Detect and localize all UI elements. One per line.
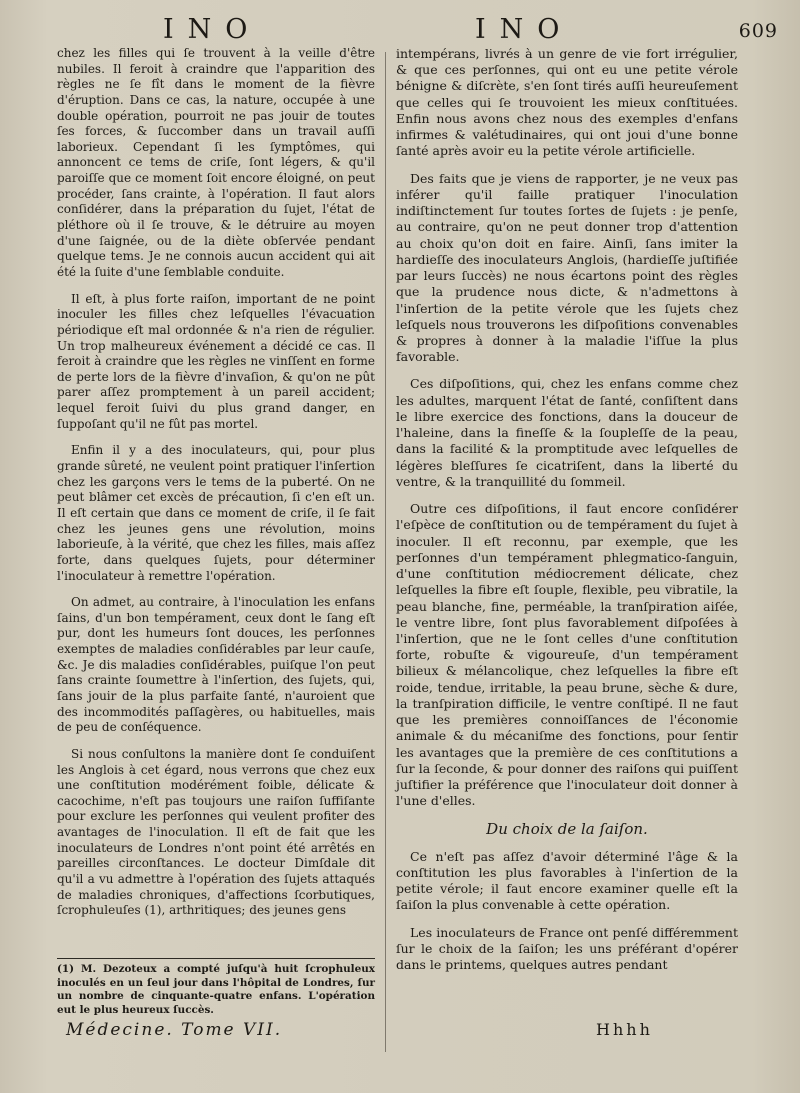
footnote: (1) M. Dezoteux a compté juſqu'à huit ſcrophuleux inoculés en un ſeul jour dans l'hôpital de Londres, ſur un nombre de cinquante-quatre enfans. L'opération eut le plus heureux ſuccès. [57,963,375,1016]
paragraph: chez les filles qui ſe trouvent à la veille d'être nubiles. Il feroit à craindre que l'apparition des règles ne ſe fît dans le moment de la fièvre d'éruption. Dans ce cas, la nature, occupée à une double opération, pourroit ne pas jouir de toutes ſes forces, & ſuccomber dans un travail auſſi laborieux. Cependant ſi les ſymptômes, qui annoncent ce tems de criſe, ſont légers, & qu'il paroiſſe que ce moment ſoit encore éloigné, on peut procéder, ſans crainte, à l'opération. Il faut alors conſidérer, dans la préparation du ſujet, l'état de pléthore où il ſe trouve, & le détruire au moyen d'une ſaignée, ou de la diète obſervée pendant quelque tems. Je ne connois aucun accident qui ait été la ſuite d'une ſemblable conduite. [57,46,375,279]
paragraph: intempérans, livrés à un genre de vie fort irrégulier, & que ces perſonnes, qui ont eu une petite vérole bénigne & diſcrète, s'en ſont tirés auſſi heureuſement que celles qui ſe trouvoient les mieux conſtituées. Enfin nous avons chez nous des exemples d'enfans infirmes & valétudinaires, qui ont joui d'une bonne ſanté après avoir eu la petite vérole artificielle. [396,46,738,159]
paragraph: Si nous conſultons la manière dont ſe conduiſent les Anglois à cet égard, nous verrons que chez eux une conſtitution modérément foible, délicate & cacochime, n'eſt pas toujours une raiſon ſuffiſante pour exclure les perſonnes qui veulent profiter des avantages de l'inoculation. Il eſt de fait que les inoculateurs de Londres n'ont point été arrêtés en pareilles circonſtances. Le docteur Dimſdale dit qu'il a vu admettre à l'opération des ſujets attaqués de maladies chroniques, d'affections ſcorbutiques, ſcrophuleuſes (1), arthritiques; des jeunes gens [57,746,375,918]
paragraph: Des faits que je viens de rapporter, je ne veux pas inférer qu'il faille pratiquer l'inoculation indiſtinctement ſur toutes ſortes de ſujets : je penſe, au contraire, qu'on ne peut donner trop d'attention au choix qu'on doit en faire. Ainſi, ſans imiter la hardieſſe des inoculateurs Anglois, (hardieſſe juſtifiée par leurs ſuccès) ne nous écartons point des règles que la prudence nous dicte, & n'admettons à l'inſertion de la petite vérole que les ſujets chez leſquels nous trouverons les diſpoſitions convenables & propres à donner à la maladie l'iſſue la plus favorable. [396,170,738,365]
section-title: Du choix de la ſaiſon. [486,819,648,838]
paragraph: Il eſt, à plus forte raiſon, important de ne point inoculer les filles chez leſquelles l'évacuation périodique eſt mal ordonnée & n'a rien de régulier. Un trop malheureux événement a décidé ce cas. Il feroit à craindre que les règles ne vinſſent en forme de perte lors de la fièvre d'invaſion, & qu'on ne pût parer aſſez promptement à un pareil accident; lequel feroit ſuivi du plus grand danger, en ſuppoſant qu'il ne fût pas mortel. [57,291,375,431]
paragraph: On admet, au contraire, à l'inoculation les enfans ſains, d'un bon tempérament, ceux dont le ſang eſt pur, dont les humeurs ſont douces, les perſonnes exemptes de maladies conſidérables par leur cauſe, &c. Je dis maladies conſidérables, puiſque l'on peut ſans crainte ſoumettre à l'inſertion, des ſujets, qui, ſans jouir de la plus parfaite ſanté, n'auroient que des incommodités paſſagères, ou habituelles, mais de peu de conſéquence. [57,595,375,735]
paragraph: Les inoculateurs de France ont penſé différemment ſur le choix de la ſaiſon; les uns préférant d'opérer dans le printems, quelques autres pendant [396,924,738,973]
paragraph: Enfin il y a des inoculateurs, qui, pour plus grande sûreté, ne veulent point pratiquer l'inſertion chez les garçons vers le tems de la puberté. On ne peut blâmer cet excès de précaution, ſi c'en eſt un. Il eſt certain que dans ce moment de criſe, il ſe fait chez les jeunes gens une révolution, moins laborieuſe, à la vérité, que chez les filles, mais aſſez forte, dans quelques ſujets, pour déterminer l'inoculateur à remettre l'opération. [57,443,375,583]
running-head-left: INO [163,14,262,45]
paragraph: Ces diſpoſitions, qui, chez les enfans comme chez les adultes, marquent l'état de ſanté, conſiſtent dans le libre exercice des fonctions, dans la douceur de l'haleine, dans la fineſſe & la ſoupleſſe de la peau, dans la facilité & la promptitude avec leſquelles de légères bleſſures ſe cicatriſent, dans la liberté du ventre, & la tranquillité du ſommeil. [396,376,738,489]
left-column [57,46,375,930]
volume-signature: Médecine. Tome VII. [66,1020,283,1040]
running-head-right: INO [475,14,574,45]
footnote-rule [57,958,375,959]
gathering-signature: Hhhh [596,1020,653,1039]
page-number: 609 [738,20,778,42]
paragraph: Outre ces diſpoſitions, il faut encore conſidérer l'eſpèce de conſtitution ou de tempérament du ſujet à inoculer. Il eſt reconnu, par exemple, que les perſonnes d'un tempérament phlegmatico-ſanguin, d'une conſtitution médiocrement délicate, chez leſquelles la fibre eſt ſouple, flexible, peu vibratile, la peau blanche, fine, perméable, la tranſpiration aiſée, le ventre libre, ſont plus favorablement diſpoſées à l'inſertion, que ne le ſont celles d'une conſtitution forte, robuſte & vigoureuſe, d'un tempérament bilieux & mélancolique, chez leſquelles la fibre eſt roide, tendue, irritable, la peau brune, sèche & dure, la tranſpiration difficile, le ventre conſtipé. Il ne faut que les premières connoiſſances de l'économie animale & du mécaniſme des fonctions, pour ſentir les avantages que la première de ces conſtitutions a ſur la ſeconde, & pour donner des raiſons qui puiſſent juſtifier la préférence que l'inoculateur doit donner à l'une d'elles. [396,501,738,809]
column-divider [385,52,386,1052]
right-column [396,46,738,984]
paragraph: Ce n'eſt pas aſſez d'avoir déterminé l'âge & la conſtitution les plus favorables à l'inſertion de la petite vérole; il faut encore examiner quelle eſt la ſaiſon la plus convenable à cette opération. [396,848,738,913]
